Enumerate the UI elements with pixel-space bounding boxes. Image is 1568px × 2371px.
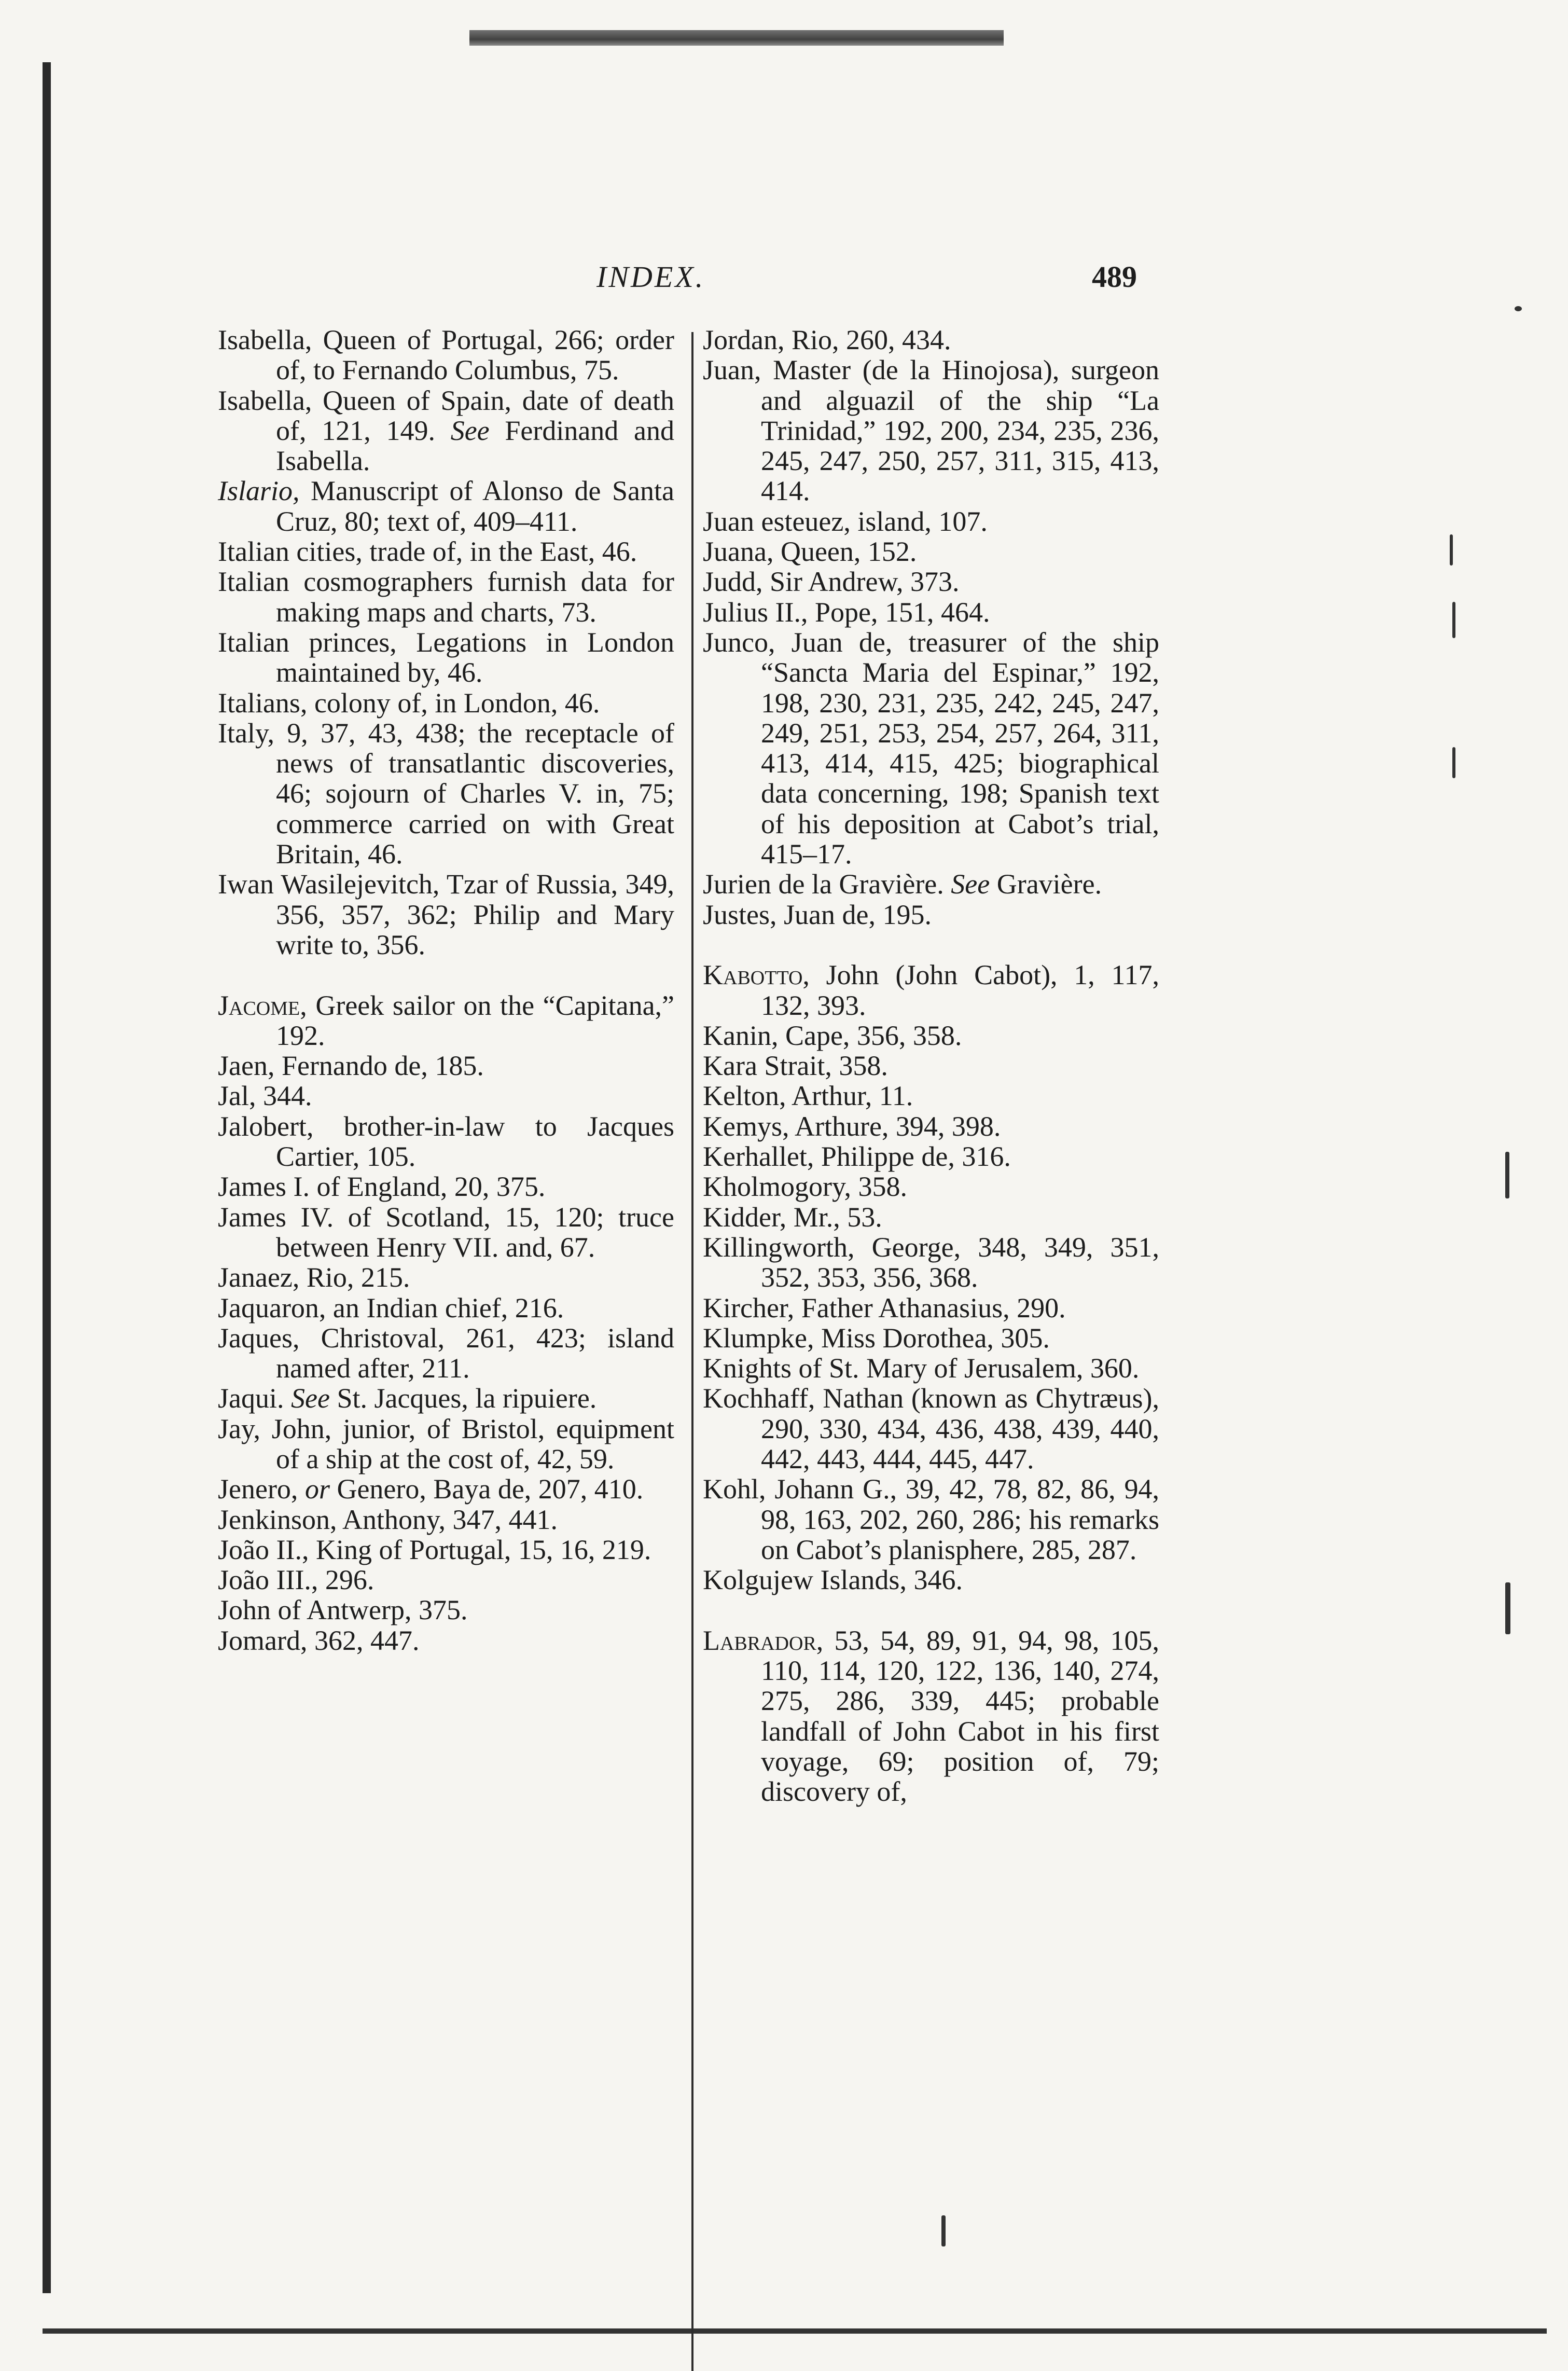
entry-text: Jenkinson, Anthony, 347, 441. (218, 1504, 558, 1535)
index-entry (703, 1081, 1159, 1111)
index-entry (218, 1081, 674, 1111)
entry-text: Judd, Sir Andrew, 373. (703, 566, 960, 598)
index-entry (218, 1202, 674, 1263)
entry-text: Knights of St. Mary of Jerusalem, 360. (703, 1353, 1140, 1384)
index-entry (703, 1625, 1159, 1807)
entry-text: Italians, colony of, in London, 46. (218, 687, 600, 719)
section-gap (703, 930, 1159, 960)
index-entry (703, 597, 1159, 627)
index-entry (703, 900, 1159, 930)
entry-text: Junco, Juan de, treasurer of the ship “Sancta Maria del Espinar,” 192, 198, 230, 231, 235, 242, 245, 247, 249, 251, 253, 254, 257, 264, 311, 413, 414, 415, 425; biographical data concerning, 198; Spanish text of his deposition at Cabot’s trial, 415–17. (703, 626, 1159, 870)
entry-text: Jalobert, brother-in-law to Jacques Cartier, 105. (218, 1110, 674, 1173)
entry-text: Kohl, Johann G., 39, 42, 78, 82, 86, 94, 98, 163, 202, 260, 286; his remarks on Cabot’s planisphere, 285, 287. (703, 1473, 1159, 1565)
index-entry (703, 1323, 1159, 1353)
entry-text: Killingworth, George, 348, 349, 351, 352, 353, 356, 368. (703, 1231, 1159, 1293)
entry-text: Jay, John, junior, of Bristol, equipment of a ship at the cost of, 42, 59. (218, 1413, 674, 1474)
index-entry (703, 1353, 1159, 1383)
index-entry (703, 1232, 1159, 1293)
entry-text: Kolgujew Islands, 346. (703, 1564, 963, 1596)
entry-text: Italian cities, trade of, in the East, 46. (218, 536, 637, 568)
entry-text: Italy, 9, 37, 43, 438; the receptacle of news of transatlantic discoveries, 46; sojourn of Charles V. in, 75; commerce carried on with Great Britain, 46. (218, 717, 674, 870)
entry-text: John (John Cabot), 1, 117, 132, 393. (761, 959, 1159, 1021)
index-entry (703, 325, 1159, 355)
entry-text: Juana, Queen, 152. (703, 536, 917, 568)
index-entry (218, 1293, 674, 1323)
small-caps-text: Kabotto, (703, 959, 810, 991)
entry-text: Kochhaff, Nathan (known as Chytræus), 290, 330, 434, 436, 438, 439, 440, 442, 443, 444, 445, 447. (703, 1383, 1159, 1474)
index-entry (218, 1323, 674, 1384)
entry-text: Jal, 344. (218, 1080, 312, 1112)
entry-text: Kemys, Arthure, 394, 398. (703, 1110, 1001, 1142)
page-title: INDEX. (596, 260, 705, 294)
entry-text: Klumpke, Miss Dorothea, 305. (703, 1322, 1050, 1354)
page-number: 489 (1092, 260, 1137, 294)
entry-text: Juan esteuez, island, 107. (703, 505, 988, 537)
index-entry (703, 1051, 1159, 1081)
small-caps-text: Labrador, (703, 1624, 824, 1656)
scan-speck (941, 2215, 946, 2246)
index-entry (218, 1474, 674, 1504)
index-entry (703, 506, 1159, 536)
scan-speck (1505, 1152, 1509, 1198)
index-entry (218, 1505, 674, 1535)
index-entry (703, 1383, 1159, 1474)
entry-text: Iwan Wasilejevitch, Tzar of Russia, 349, 356, 357, 362; Philip and Mary write to, 356. (218, 869, 674, 960)
scan-speck (1452, 602, 1455, 638)
entry-text: Janaez, Rio, 215. (218, 1262, 410, 1293)
page-bottom-edge (43, 2328, 1547, 2334)
column-divider (691, 332, 693, 2371)
section-gap (218, 960, 674, 990)
index-column-left (218, 325, 674, 1656)
entry-text: John of Antwerp, 375. (218, 1594, 468, 1626)
index-entry (703, 627, 1159, 869)
index-entry (218, 1111, 674, 1172)
index-entry (218, 1595, 674, 1625)
index-entry (218, 990, 674, 1051)
index-entry (218, 536, 674, 567)
index-entry (218, 627, 674, 688)
entry-text: James IV. of Scotland, 15, 120; truce between Henry VII. and, 67. (218, 1201, 674, 1263)
entry-text: Kelton, Arthur, 11. (703, 1080, 913, 1112)
entry-text: Italian princes, Legations in London maintained by, 46. (218, 626, 674, 688)
entry-text: Juan, Master (de la Hinojosa), surgeon and alguazil of the ship “La Trinidad,” 192, 200, 234, 235, 236, 245, 247, 250, 257, 311, 315, 413, 414. (703, 354, 1159, 507)
index-entry (218, 1262, 674, 1292)
entry-text: Jomard, 362, 447. (218, 1624, 420, 1656)
index-entry (703, 1202, 1159, 1232)
index-entry (703, 1111, 1159, 1141)
entry-text: St. Jacques, la ripuiere. (329, 1383, 597, 1414)
entry-text: Kholmogory, 358. (703, 1171, 907, 1203)
index-entry (218, 1535, 674, 1565)
italic-text: See (291, 1383, 330, 1414)
index-entry (703, 1171, 1159, 1202)
entry-text: Justes, Juan de, 195. (703, 899, 932, 930)
entry-text: Kerhallet, Philippe de, 316. (703, 1141, 1011, 1173)
entry-text: Kanin, Cape, 356, 358. (703, 1019, 962, 1051)
index-entry (703, 1565, 1159, 1595)
entry-text: Isabella, Queen of Spain, date of death of, 121, 149. (218, 384, 674, 446)
index-column-right (703, 325, 1159, 1807)
index-entry (218, 325, 674, 385)
index-entry (703, 567, 1159, 597)
scan-speck (1505, 1582, 1510, 1634)
index-entry (218, 567, 674, 627)
index-entry (218, 718, 674, 869)
index-entry (218, 1414, 674, 1474)
entry-text: João II., King of Portugal, 15, 16, 219. (218, 1534, 651, 1565)
entry-text: Jaen, Fernando de, 185. (218, 1050, 484, 1082)
entry-text: Ferdinand and Isabella. (276, 415, 675, 477)
italic-text: See (450, 415, 490, 446)
scan-speck (1450, 534, 1453, 566)
index-entry (703, 355, 1159, 506)
entry-text: Jurien de la Gravière. (703, 869, 951, 900)
entry-text: Jordan, Rio, 260, 434. (703, 324, 951, 355)
index-entry (218, 869, 674, 960)
page-binding-edge (43, 62, 51, 2293)
index-entry (703, 1021, 1159, 1051)
entry-text: Italian cosmographers furnish data for making maps and charts, 73. (218, 566, 674, 628)
entry-text: Kircher, Father Athanasius, 290. (703, 1292, 1066, 1324)
entry-text: Manuscript of Alonso de Santa Cruz, 80; text of, 409–411. (276, 475, 674, 537)
entry-text: James I. of England, 20, 375. (218, 1171, 546, 1203)
entry-text: Jaques, Christoval, 261, 423; island named after, 211. (218, 1322, 674, 1384)
scan-top-strip (469, 30, 1004, 46)
running-head (0, 259, 1568, 306)
index-entry (703, 536, 1159, 567)
scan-speck (1515, 306, 1522, 311)
italic-text: or (304, 1473, 330, 1505)
entry-text: Jaqui. (218, 1383, 291, 1414)
index-entry (703, 1141, 1159, 1171)
index-entry (218, 385, 674, 476)
index-entry (703, 960, 1159, 1021)
entry-text: Gravière. (990, 869, 1102, 900)
entry-text: Kidder, Mr., 53. (703, 1201, 882, 1233)
entry-text: Jenero, (218, 1473, 305, 1505)
index-entry (218, 476, 674, 536)
index-entry (218, 1565, 674, 1595)
index-entry (218, 1625, 674, 1656)
entry-text: Isabella, Queen of Portugal, 266; order of, to Fernando Columbus, 75. (218, 324, 674, 386)
entry-text: 53, 54, 89, 91, 94, 98, 105, 110, 114, 120, 122, 136, 140, 274, 275, 286, 339, 445; probable landfall of John Cabot in his first voyage, 69; position of, 79; discovery of, (761, 1624, 1159, 1808)
entry-text: Julius II., Pope, 151, 464. (703, 596, 990, 628)
index-entry (218, 1051, 674, 1081)
entry-text: Greek sailor on the “Capitana,” 192. (276, 989, 674, 1051)
entry-text: Kara Strait, 358. (703, 1050, 888, 1082)
small-caps-text: Jacome, (218, 989, 307, 1021)
entry-text: Jaquaron, an Indian chief, 216. (218, 1292, 564, 1324)
index-entry (218, 688, 674, 718)
index-entry (703, 1474, 1159, 1565)
italic-text: Islario, (218, 475, 300, 507)
entry-text: Genero, Baya de, 207, 410. (329, 1473, 644, 1505)
index-entry (218, 1171, 674, 1202)
section-gap (703, 1595, 1159, 1625)
index-entry (703, 1293, 1159, 1323)
entry-text: João III., 296. (218, 1564, 374, 1596)
italic-text: See (951, 869, 990, 900)
index-entry (703, 869, 1159, 899)
index-entry (218, 1383, 674, 1413)
scan-speck (1452, 747, 1455, 778)
